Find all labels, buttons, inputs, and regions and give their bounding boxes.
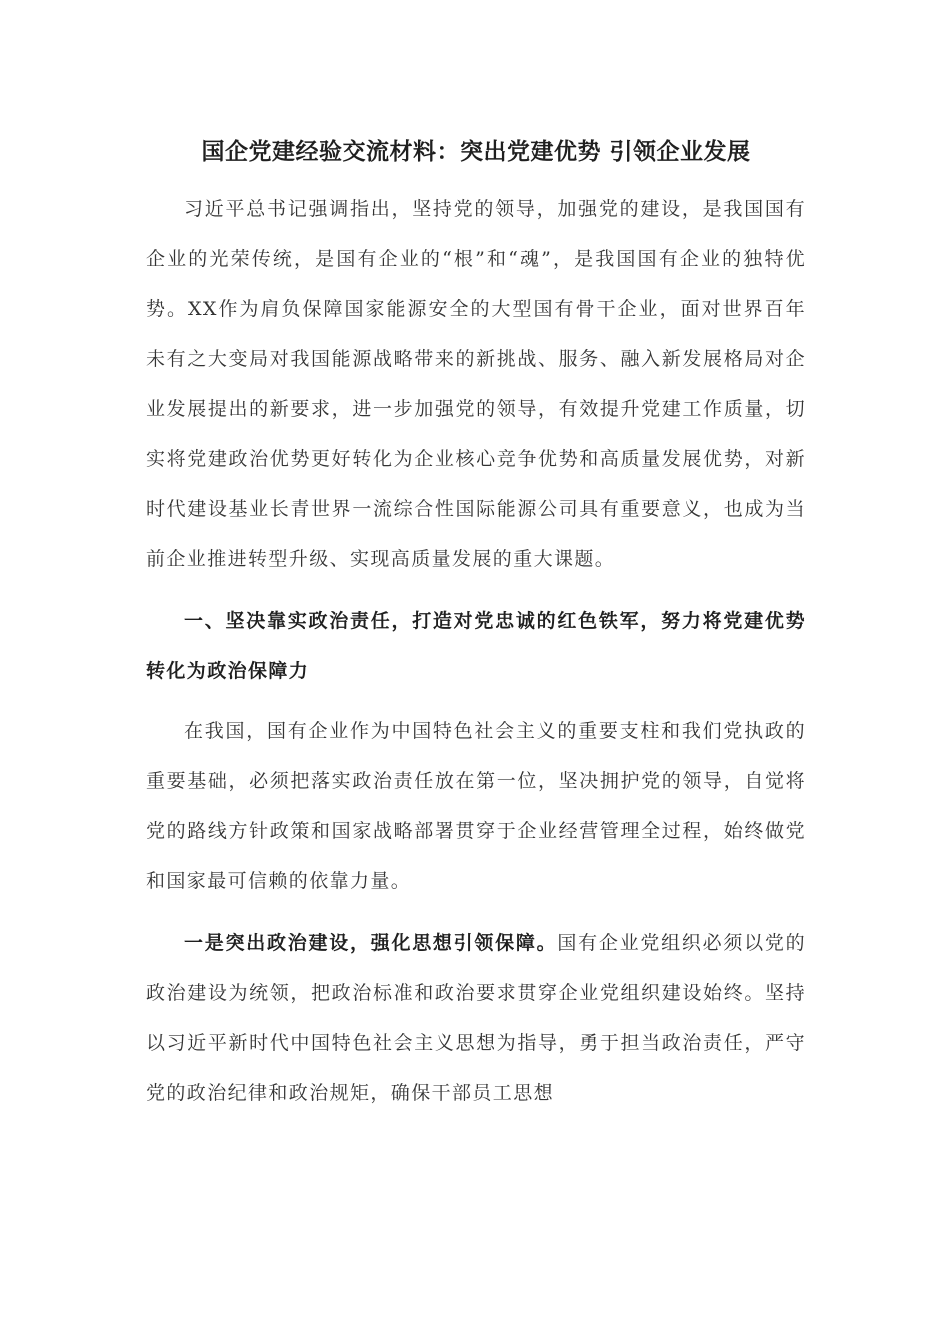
point-1-paragraph bbox=[146, 918, 806, 1118]
document-page bbox=[146, 128, 806, 1118]
point-1-text: 国有企业党组织必须以党的政治建设为统领，把政治标准和政治要求贯穿企业党组织建设始终。坚持以习近平新时代中国特色社会主义思想为指导，勇于担当政治责任，严守党的政治纪律和政治规矩，确保干部员工思想 bbox=[146, 932, 806, 1104]
point-1-lead: 一是突出政治建设，强化思想引领保障。 bbox=[184, 932, 558, 954]
document-title: 国企党建经验交流材料：突出党建优势 引领企业发展 bbox=[201, 138, 751, 165]
section-1-heading: 一、坚决靠实政治责任，打造对党忠诚的红色铁军，努力将党建优势转化为政治保障力 bbox=[146, 610, 806, 682]
section-1-paragraph: 在我国，国有企业作为中国特色社会主义的重要支柱和我们党执政的重要基础，必须把落实政治责任放在第一位，坚决拥护党的领导，自觉将党的路线方针政策和国家战略部署贯穿于企业经营管理全过程，始终做党和国家最可信赖的依靠力量。 bbox=[146, 720, 806, 892]
intro-paragraph: 习近平总书记强调指出，坚持党的领导，加强党的建设，是我国国有企业的光荣传统，是国有企业的“根”和“魂”，是我国国有企业的独特优势。XX作为肩负保障国家能源安全的大型国有骨干企业，面对世界百年未有之大变局对我国能源战略带来的新挑战、服务、融入新发展格局对企业发展提出的新要求，进一步加强党的领导，有效提升党建工作质量，切实将党建政治优势更好转化为企业核心竞争优势和高质量发展优势，对新时代建设基业长青世界一流综合性国际能源公司具有重要意义，也成为当前企业推进转型升级、实现高质量发展的重大课题。 bbox=[146, 198, 806, 570]
